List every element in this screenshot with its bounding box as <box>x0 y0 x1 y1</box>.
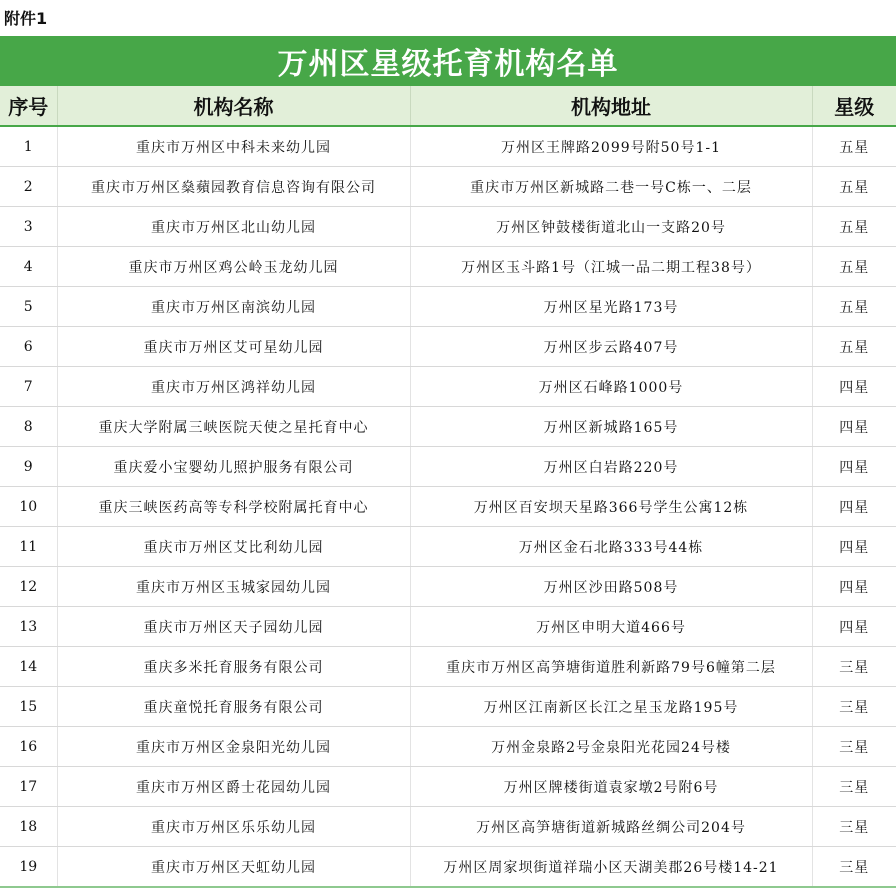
table-row <box>0 647 896 687</box>
table-row <box>0 367 896 407</box>
column-header-number: 序号 <box>0 86 57 126</box>
table-row <box>0 847 896 888</box>
table-row <box>0 527 896 567</box>
cell-stars: 五星 <box>812 287 896 327</box>
cell-name: 重庆爱小宝婴幼儿照护服务有限公司 <box>57 447 410 487</box>
cell-address: 重庆市万州区高笋塘街道胜利新路79号6幢第二层 <box>410 647 812 687</box>
cell-address: 万州金泉路2号金泉阳光花园24号楼 <box>410 727 812 767</box>
cell-name: 重庆市万州区中科未来幼儿园 <box>57 126 410 167</box>
document-title: 万州区星级托育机构名单 <box>0 36 896 86</box>
cell-stars: 五星 <box>812 207 896 247</box>
cell-name: 重庆大学附属三峡医院天使之星托育中心 <box>57 407 410 447</box>
cell-address: 万州区百安坝天星路366号学生公寓12栋 <box>410 487 812 527</box>
cell-number: 19 <box>0 847 57 888</box>
cell-number: 3 <box>0 207 57 247</box>
cell-number: 14 <box>0 647 57 687</box>
table-row <box>0 687 896 727</box>
cell-address: 万州区新城路165号 <box>410 407 812 447</box>
cell-number: 6 <box>0 327 57 367</box>
table-row <box>0 487 896 527</box>
table-body <box>0 126 896 887</box>
table-row <box>0 607 896 647</box>
cell-name: 重庆多米托育服务有限公司 <box>57 647 410 687</box>
cell-address: 万州区牌楼街道袁家墩2号附6号 <box>410 767 812 807</box>
table-row <box>0 167 896 207</box>
cell-number: 8 <box>0 407 57 447</box>
cell-name: 重庆市万州区燊蘋园教育信息咨询有限公司 <box>57 167 410 207</box>
cell-number: 7 <box>0 367 57 407</box>
cell-number: 2 <box>0 167 57 207</box>
cell-address: 万州区步云路407号 <box>410 327 812 367</box>
cell-number: 5 <box>0 287 57 327</box>
cell-number: 17 <box>0 767 57 807</box>
cell-address: 万州区申明大道466号 <box>410 607 812 647</box>
cell-stars: 三星 <box>812 727 896 767</box>
table-row <box>0 407 896 447</box>
cell-name: 重庆三峡医药高等专科学校附属托育中心 <box>57 487 410 527</box>
cell-name: 重庆市万州区天虹幼儿园 <box>57 847 410 888</box>
table-row <box>0 727 896 767</box>
table-row <box>0 247 896 287</box>
cell-name: 重庆市万州区艾可星幼儿园 <box>57 327 410 367</box>
institution-table <box>0 86 896 888</box>
cell-stars: 四星 <box>812 447 896 487</box>
cell-number: 16 <box>0 727 57 767</box>
cell-stars: 五星 <box>812 126 896 167</box>
cell-number: 1 <box>0 126 57 167</box>
table-row <box>0 287 896 327</box>
cell-number: 12 <box>0 567 57 607</box>
cell-stars: 三星 <box>812 687 896 727</box>
cell-number: 11 <box>0 527 57 567</box>
cell-number: 15 <box>0 687 57 727</box>
cell-stars: 四星 <box>812 407 896 447</box>
cell-number: 13 <box>0 607 57 647</box>
cell-stars: 五星 <box>812 247 896 287</box>
cell-name: 重庆市万州区鸡公岭玉龙幼儿园 <box>57 247 410 287</box>
cell-address: 万州区沙田路508号 <box>410 567 812 607</box>
cell-name: 重庆市万州区爵士花园幼儿园 <box>57 767 410 807</box>
cell-name: 重庆市万州区南滨幼儿园 <box>57 287 410 327</box>
cell-number: 10 <box>0 487 57 527</box>
table-row <box>0 447 896 487</box>
table-row <box>0 207 896 247</box>
cell-address: 重庆市万州区新城路二巷一号C栋一、二层 <box>410 167 812 207</box>
cell-address: 万州区金石北路333号44栋 <box>410 527 812 567</box>
cell-address: 万州区玉斗路1号（江城一品二期工程38号） <box>410 247 812 287</box>
cell-stars: 四星 <box>812 487 896 527</box>
cell-stars: 四星 <box>812 567 896 607</box>
cell-stars: 三星 <box>812 647 896 687</box>
cell-address: 万州区王牌路2099号附50号1-1 <box>410 126 812 167</box>
table-row <box>0 767 896 807</box>
cell-stars: 四星 <box>812 527 896 567</box>
cell-name: 重庆市万州区金泉阳光幼儿园 <box>57 727 410 767</box>
cell-address: 万州区钟鼓楼街道北山一支路20号 <box>410 207 812 247</box>
table-row <box>0 126 896 167</box>
cell-name: 重庆市万州区玉城家园幼儿园 <box>57 567 410 607</box>
cell-stars: 五星 <box>812 327 896 367</box>
cell-address: 万州区江南新区长江之星玉龙路195号 <box>410 687 812 727</box>
table-header <box>0 86 896 126</box>
cell-name: 重庆市万州区乐乐幼儿园 <box>57 807 410 847</box>
cell-number: 18 <box>0 807 57 847</box>
cell-stars: 五星 <box>812 167 896 207</box>
cell-name: 重庆童悦托育服务有限公司 <box>57 687 410 727</box>
cell-stars: 三星 <box>812 847 896 888</box>
cell-number: 4 <box>0 247 57 287</box>
column-header-address: 机构地址 <box>410 86 812 126</box>
attachment-label: 附件1 <box>4 9 48 28</box>
cell-address: 万州区星光路173号 <box>410 287 812 327</box>
header-row <box>0 86 896 126</box>
cell-stars: 三星 <box>812 767 896 807</box>
cell-name: 重庆市万州区北山幼儿园 <box>57 207 410 247</box>
table-row <box>0 567 896 607</box>
cell-address: 万州区周家坝街道祥瑞小区天湖美郡26号楼14-21 <box>410 847 812 888</box>
column-header-stars: 星级 <box>812 86 896 126</box>
cell-stars: 四星 <box>812 607 896 647</box>
table-row <box>0 807 896 847</box>
cell-number: 9 <box>0 447 57 487</box>
cell-name: 重庆市万州区天子园幼儿园 <box>57 607 410 647</box>
cell-stars: 四星 <box>812 367 896 407</box>
table-row <box>0 327 896 367</box>
cell-address: 万州区高笋塘街道新城路丝绸公司204号 <box>410 807 812 847</box>
cell-stars: 三星 <box>812 807 896 847</box>
cell-address: 万州区白岩路220号 <box>410 447 812 487</box>
cell-name: 重庆市万州区艾比利幼儿园 <box>57 527 410 567</box>
column-header-name: 机构名称 <box>57 86 410 126</box>
cell-name: 重庆市万州区鸿祥幼儿园 <box>57 367 410 407</box>
cell-address: 万州区石峰路1000号 <box>410 367 812 407</box>
